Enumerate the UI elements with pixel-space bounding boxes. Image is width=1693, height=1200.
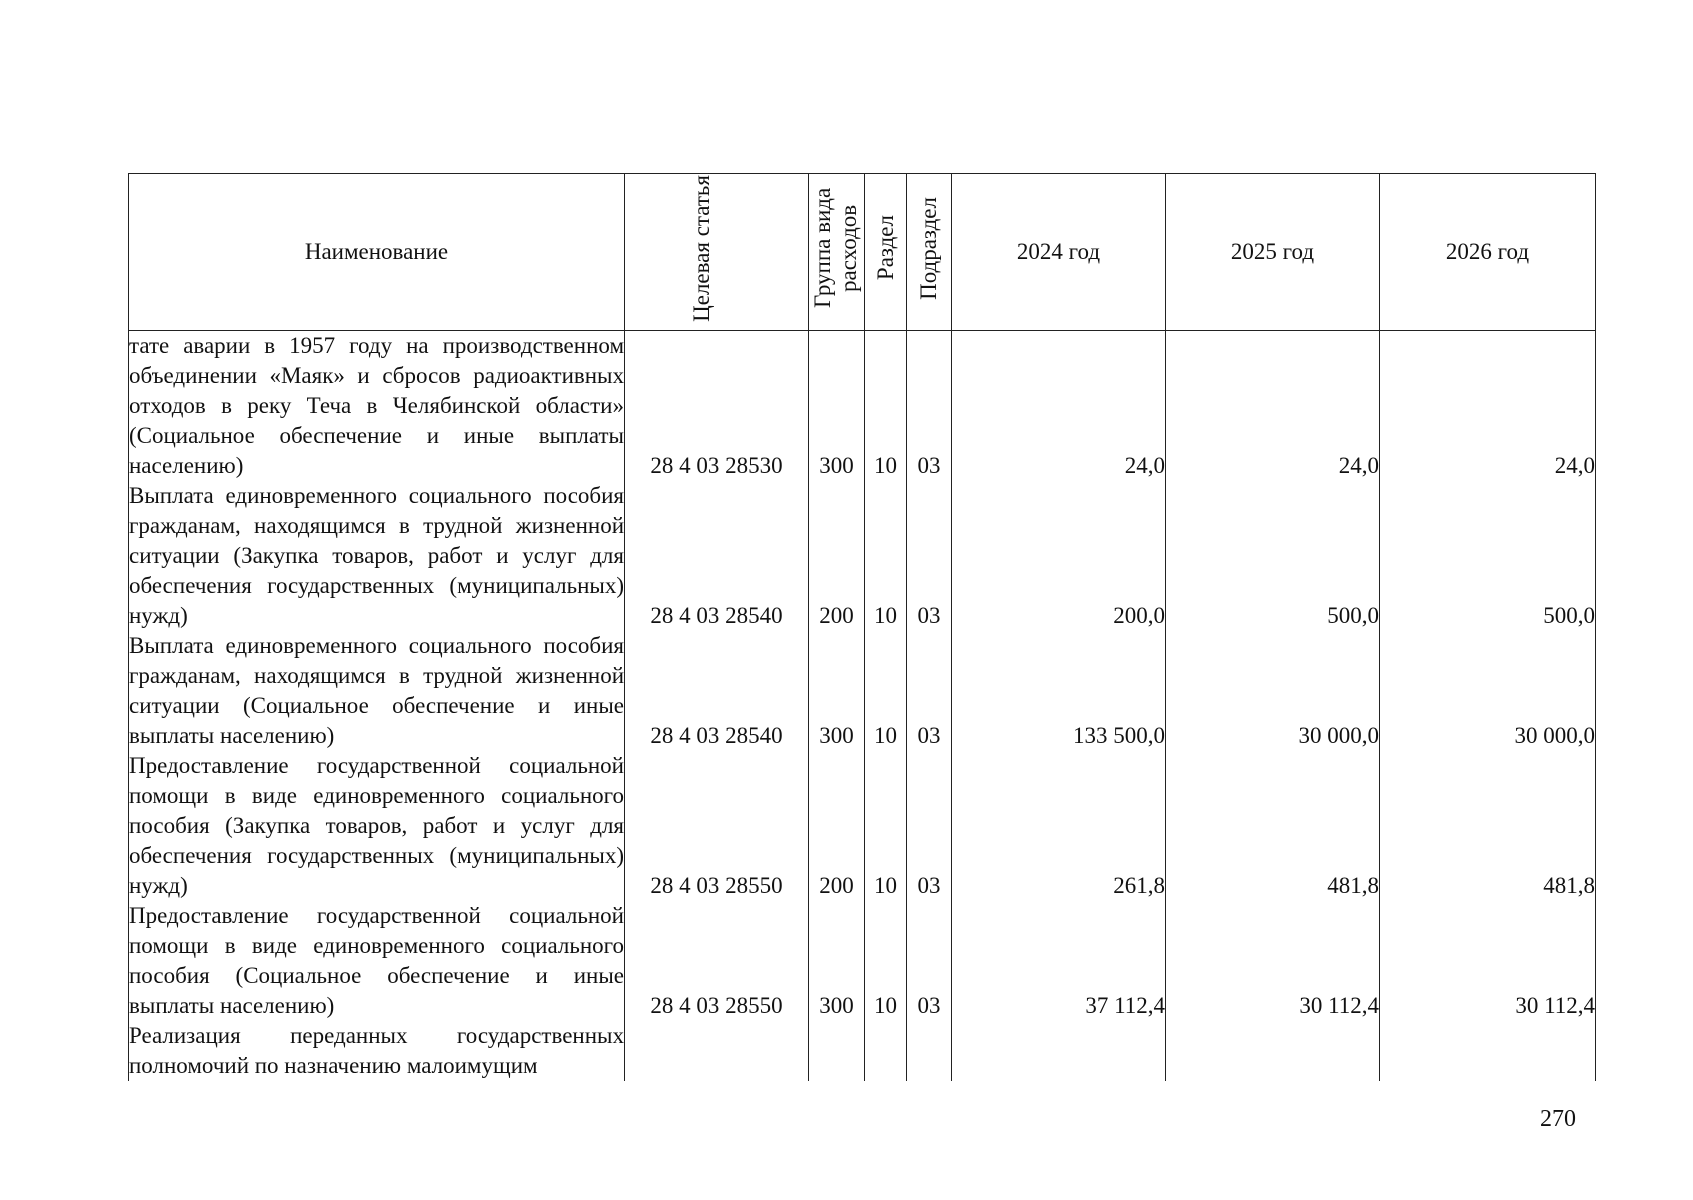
header-2024: 2024 год (952, 174, 1166, 331)
row-target-article: 28 4 03 28550 (625, 901, 809, 1021)
row-expense-group: 200 (809, 481, 865, 631)
header-section: Раздел (865, 174, 907, 331)
row-target-article: 28 4 03 28530 (625, 331, 809, 482)
row-section: 10 (865, 331, 907, 482)
row-2025: 481,8 (1166, 751, 1380, 901)
row-subsection: 03 (907, 901, 952, 1021)
row-2025: 24,0 (1166, 331, 1380, 482)
row-2024: 37 112,4 (952, 901, 1166, 1021)
row-2024: 261,8 (952, 751, 1166, 901)
row-section: 10 (865, 751, 907, 901)
row-name: Предоставление государственной социальной помощи в виде единовременного социального пособия (Социальное обеспечение и иные выплаты населению) (129, 901, 625, 1021)
header-subsection: Подраздел (907, 174, 952, 331)
budget-table (128, 173, 1596, 1081)
header-expense-group: Группа вида расходов (809, 174, 865, 331)
row-name: тате аварии в 1957 году на производственном объединении «Маяк» и сбросов радиоактивных отходов в реку Теча в Челябинской области» (Социальное обеспечение и иные выплаты населению) (129, 331, 625, 482)
row-name: Реализация переданных государственных полномочий по назначению малоимущим (129, 1021, 625, 1081)
header-row (129, 174, 1596, 331)
row-section: 10 (865, 481, 907, 631)
table-row (129, 631, 1596, 751)
row-2025 (1166, 1021, 1380, 1081)
header-target-article: Целевая статья (625, 174, 809, 331)
row-subsection: 03 (907, 631, 952, 751)
row-name: Предоставление государственной социальной помощи в виде единовременного социального пособия (Закупка товаров, работ и услуг для обеспечения государственных (муниципальных) нужд) (129, 751, 625, 901)
row-expense-group: 200 (809, 751, 865, 901)
row-2025: 30 112,4 (1166, 901, 1380, 1021)
row-target-article (625, 1021, 809, 1081)
row-section: 10 (865, 901, 907, 1021)
table-row (129, 751, 1596, 901)
row-name: Выплата единовременного социального пособия гражданам, находящимся в трудной жизненной ситуации (Закупка товаров, работ и услуг для обеспечения государственных (муниципальных) нужд) (129, 481, 625, 631)
row-2026: 481,8 (1380, 751, 1596, 901)
row-target-article: 28 4 03 28540 (625, 631, 809, 751)
row-subsection: 03 (907, 751, 952, 901)
header-2025: 2025 год (1166, 174, 1380, 331)
row-subsection: 03 (907, 331, 952, 482)
row-2026 (1380, 1021, 1596, 1081)
row-2025: 500,0 (1166, 481, 1380, 631)
header-2026: 2026 год (1380, 174, 1596, 331)
row-section: 10 (865, 631, 907, 751)
row-target-article: 28 4 03 28550 (625, 751, 809, 901)
table-row (129, 901, 1596, 1021)
row-target-article: 28 4 03 28540 (625, 481, 809, 631)
row-subsection (907, 1021, 952, 1081)
row-section (865, 1021, 907, 1081)
table-row (129, 481, 1596, 631)
row-expense-group: 300 (809, 331, 865, 482)
row-expense-group: 300 (809, 901, 865, 1021)
page-number: 270 (1540, 1106, 1576, 1132)
row-subsection: 03 (907, 481, 952, 631)
row-2026: 30 112,4 (1380, 901, 1596, 1021)
row-2024: 133 500,0 (952, 631, 1166, 751)
row-2025: 30 000,0 (1166, 631, 1380, 751)
row-2026: 30 000,0 (1380, 631, 1596, 751)
header-name: Наименование (129, 174, 625, 331)
row-2026: 500,0 (1380, 481, 1596, 631)
row-2024: 200,0 (952, 481, 1166, 631)
row-expense-group: 300 (809, 631, 865, 751)
row-expense-group (809, 1021, 865, 1081)
table-row (129, 331, 1596, 482)
row-2026: 24,0 (1380, 331, 1596, 482)
row-name: Выплата единовременного социального пособия гражданам, находящимся в трудной жизненной ситуации (Социальное обеспечение и иные выплаты населению) (129, 631, 625, 751)
row-2024: 24,0 (952, 331, 1166, 482)
row-2024 (952, 1021, 1166, 1081)
table-row-partial (129, 1021, 1596, 1081)
